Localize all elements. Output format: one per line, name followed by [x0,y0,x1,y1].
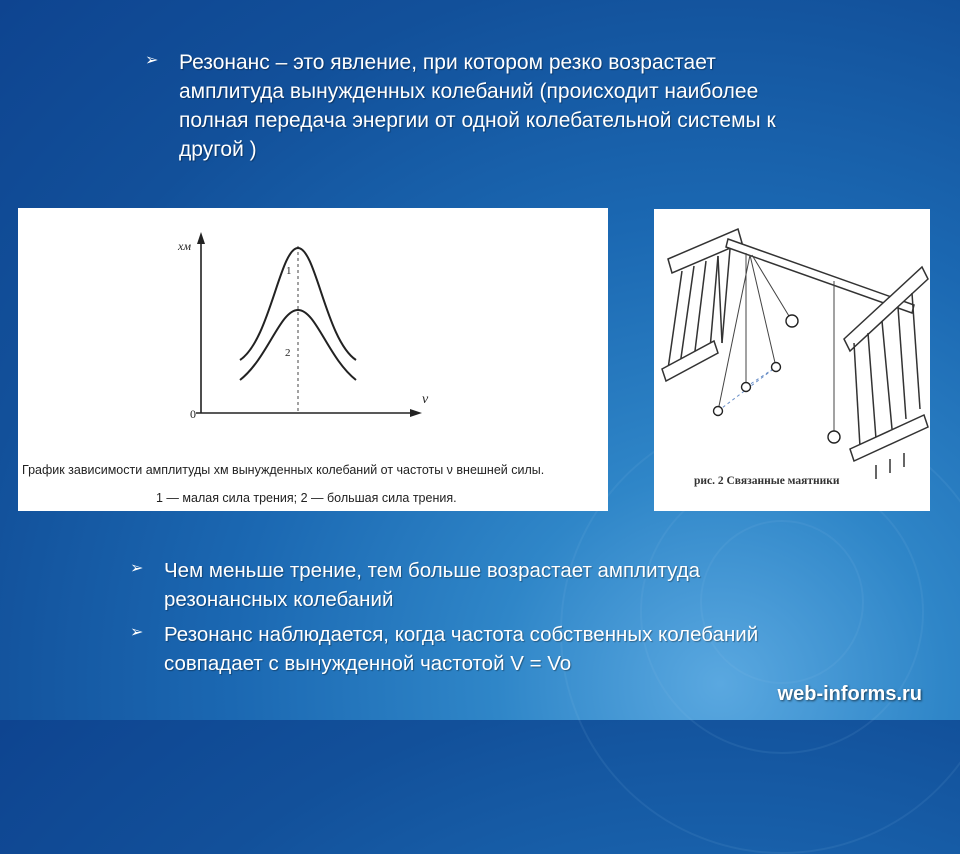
origin-label: 0 [190,407,196,421]
bullet-block-condition [130,620,810,678]
pendulum-bob [742,383,751,392]
graph-caption-line-2: 1 — малая сила трения; 2 — большая сила трения. [156,491,457,505]
resonance-graph-panel [18,208,608,511]
pendulum-bob [786,315,798,327]
curve-1-label: 1 [286,265,292,277]
graph-caption-line-1: График зависимости амплитуды xм вынужденных колебаний от частоты ν внешней силы. [22,463,545,477]
bullet-arrow-icon: ➢ [130,560,144,577]
bullet-arrow-icon: ➢ [145,52,159,69]
y-axis-label: xм [178,239,191,253]
pendulum-caption: рис. 2 Связанные маятники [694,475,840,487]
x-axis-label: ν [422,392,429,407]
pendulum-bob [714,407,723,416]
y-axis-arrow-icon [197,232,205,244]
bullet-block-friction [130,556,810,614]
watermark: web-informs.ru [777,683,922,705]
pendulum-bob [772,363,781,372]
coupled-pendulums-panel [654,209,930,511]
resonance-condition-text: Резонанс наблюдается, когда частота собственных колебаний совпадает с вынужденной частотой V = Vo [164,623,759,675]
pendulum-bob [828,431,840,443]
intro-text: Резонанс – это явление, при котором резко возрастает амплитуда вынужденных колебаний (происходит наиболее полная передача энергии от одной колебательной системы к другой ) [179,51,776,161]
pendulum-bobs [714,315,841,443]
curve-2-label: 2 [285,347,291,359]
left-stand [662,229,742,381]
pendulum-strings [718,253,834,435]
bullet-arrow-icon: ➢ [130,624,144,641]
intro-bullet-block [145,48,805,164]
friction-statement-text: Чем меньше трение, тем больше возрастает амплитуда резонансных колебаний [164,559,701,611]
coupled-pendulums-illustration [654,209,930,511]
x-axis-arrow-icon [410,409,422,417]
